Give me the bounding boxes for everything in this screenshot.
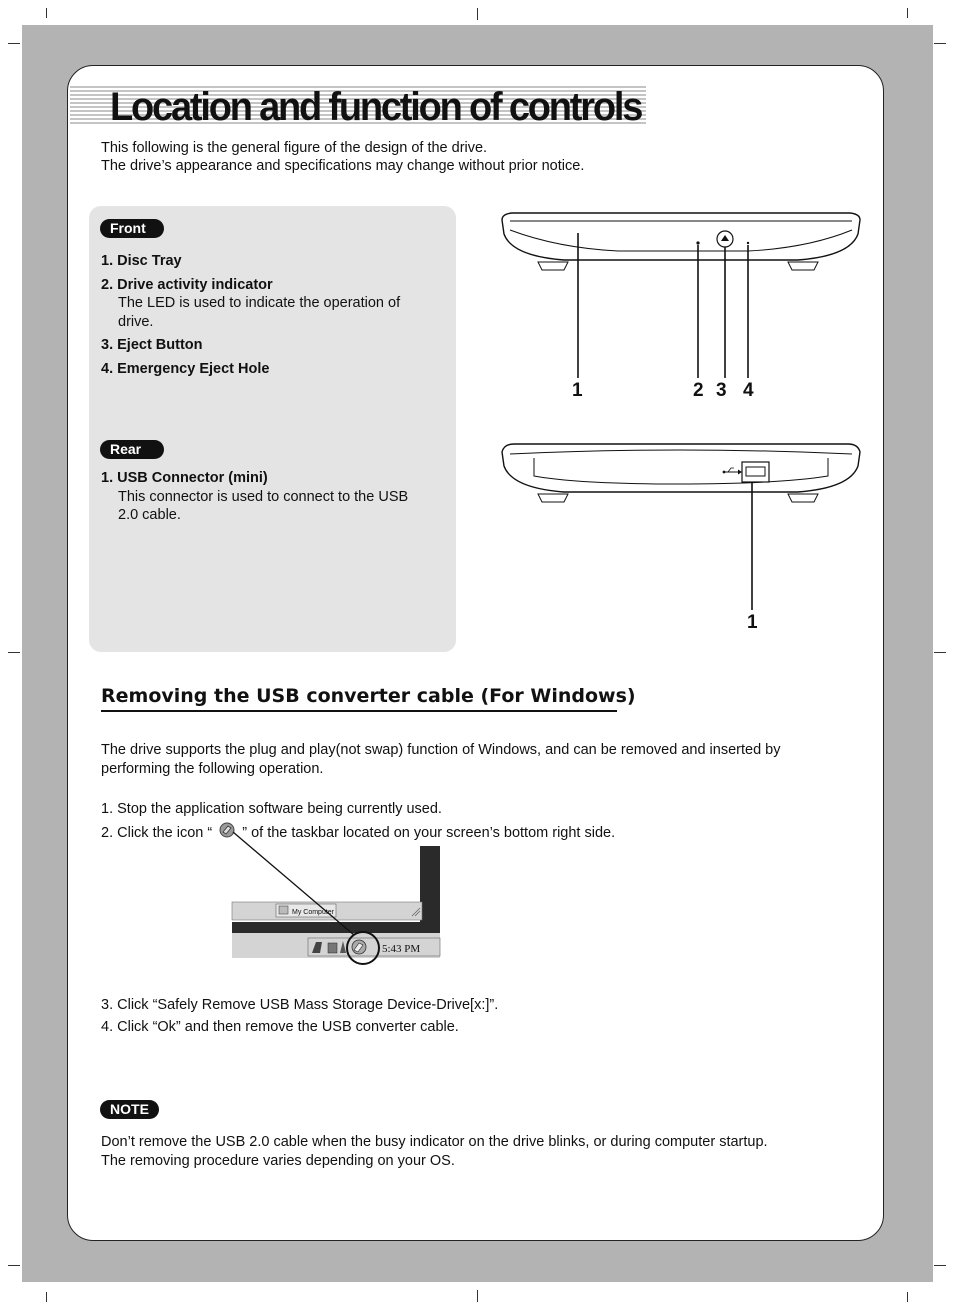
rear-item-desc: 2.0 cable. <box>118 507 181 523</box>
crop-mark <box>907 8 908 18</box>
step-text-part: 2. Click the icon “ <box>101 824 213 841</box>
front-item-title: 4. Emergency Eject Hole <box>101 361 270 377</box>
front-item-title: 1. Disc Tray <box>101 253 182 269</box>
crop-mark <box>8 1265 20 1266</box>
step-text-part: ” of the taskbar located on your screen’s bottom right side. <box>242 824 616 841</box>
removing-intro: The drive supports the plug and play(not swap) function of Windows, and can be removed and inserted by <box>101 742 781 758</box>
page-title: Location and function of controls <box>110 85 642 130</box>
front-callout-number: 2 <box>693 380 704 401</box>
note-text: The removing procedure varies depending on your OS. <box>101 1153 455 1169</box>
drive-rear-illustration <box>498 438 864 506</box>
crop-mark <box>46 1292 47 1302</box>
crop-mark <box>8 43 20 44</box>
note-label: NOTE <box>100 1100 159 1119</box>
step-text: 4. Click “Ok” and then remove the USB converter cable. <box>101 1019 459 1035</box>
safely-remove-hardware-icon <box>212 822 242 844</box>
crop-mark <box>934 43 946 44</box>
intro-line: The drive’s appearance and specifications may change without prior notice. <box>101 158 585 174</box>
removing-intro: performing the following operation. <box>101 761 324 777</box>
safely-remove-hardware-icon <box>352 940 366 954</box>
printer-icon <box>328 943 337 953</box>
step-text: 1. Stop the application software being currently used. <box>101 801 442 817</box>
crop-mark <box>46 8 47 18</box>
section-heading: Removing the USB converter cable (For Windows) <box>101 685 636 707</box>
section-underline <box>101 710 617 712</box>
drive-front-illustration <box>498 208 864 274</box>
front-callout-number: 3 <box>716 380 727 401</box>
crop-mark <box>477 8 478 20</box>
front-item-title: 2. Drive activity indicator <box>101 277 273 293</box>
rear-label: Rear <box>100 440 164 459</box>
front-item-desc: The LED is used to indicate the operation of <box>118 295 401 311</box>
usb-port <box>742 462 769 482</box>
crop-mark <box>934 652 946 653</box>
controls-panel <box>89 206 456 652</box>
front-item-title: 3. Eject Button <box>101 337 203 353</box>
rear-callout-number: 1 <box>747 612 758 633</box>
rear-item-title: 1. USB Connector (mini) <box>101 470 268 486</box>
step-text: 3. Click “Safely Remove USB Mass Storage Device-Drive[x:]”. <box>101 997 499 1013</box>
front-callout-number: 1 <box>572 380 583 401</box>
rear-item-desc: This connector is used to connect to the USB <box>118 489 409 505</box>
desktop-label: My Computer <box>292 909 335 916</box>
crop-mark <box>934 1265 946 1266</box>
front-item-desc: drive. <box>118 314 154 330</box>
crop-mark <box>907 1292 908 1302</box>
crop-mark <box>8 652 20 653</box>
eject-icon <box>717 231 733 247</box>
note-text: Don’t remove the USB 2.0 cable when the busy indicator on the drive blinks, or during computer startup. <box>101 1134 768 1150</box>
crop-mark <box>477 1290 478 1302</box>
my-computer-icon <box>279 906 288 914</box>
step-text <box>101 822 615 844</box>
taskbar-clock: 5:43 PM <box>382 943 421 955</box>
front-label: Front <box>100 219 164 238</box>
intro-line: This following is the general figure of the design of the drive. <box>101 140 488 156</box>
front-callout-number: 4 <box>743 380 754 401</box>
taskbar-screenshot <box>232 846 442 968</box>
